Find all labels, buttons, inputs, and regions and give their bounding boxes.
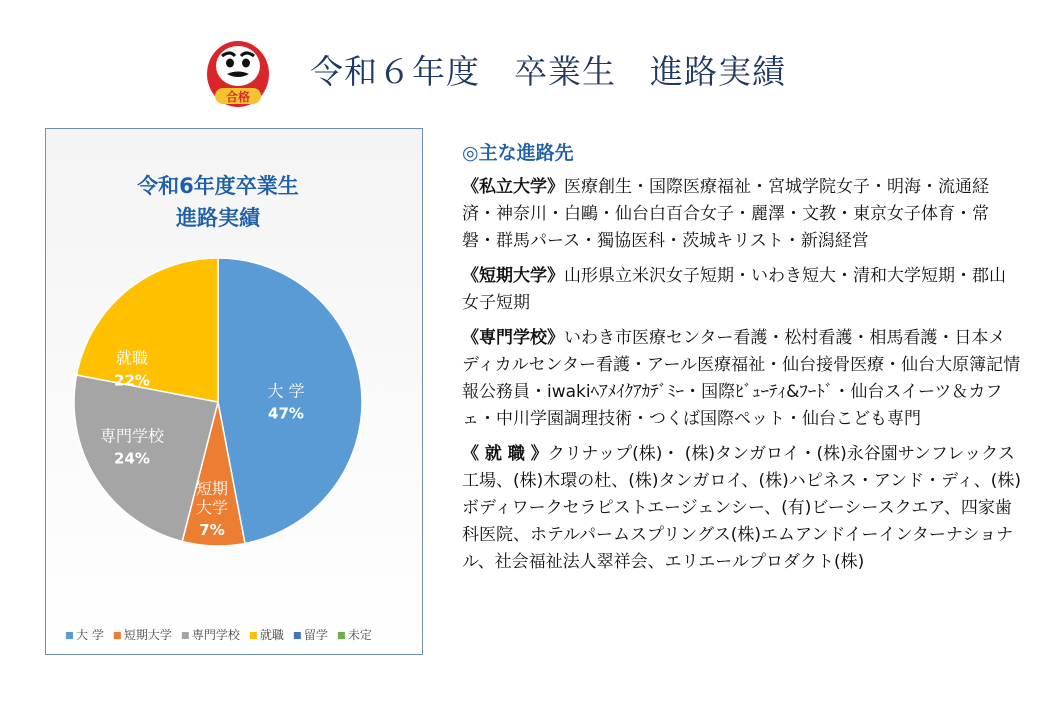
legend-swatch (114, 632, 121, 639)
chart-panel (45, 128, 423, 655)
legend-swatch (182, 632, 189, 639)
slice-label: 就職 (115, 348, 149, 368)
section-private-university (462, 174, 1022, 255)
section-label: 《 就 職 》 (462, 444, 548, 464)
section-employment (462, 441, 1022, 576)
legend-label: 短期大学 (123, 628, 172, 642)
slice-label: 大 学 (267, 381, 305, 401)
daruma-icon (205, 36, 271, 108)
slice-value-label: 7% (199, 521, 225, 539)
destinations-heading: ◎主な進路先 (462, 142, 574, 164)
slice-value-label: 22% (114, 371, 150, 390)
legend-label: 大 学 (76, 628, 104, 642)
legend-swatch (338, 632, 345, 639)
section-text: 医療創生・国際医療福祉・宮城学院女子・明海・流通経済・神奈川・白鷗・仙台白百合女子・麗澤・文教・東京女子体育・常磐・群馬パース・獨協医科・茨城キリスト・新潟経営 (462, 177, 989, 251)
section-text: クリナップ(株)・ (株)タンガロイ・(株)永谷園サンフレックス工場、(株)木環の杜、(株)タンガロイ、(株)ハピネス・アンド・ディ、(株) ボディワークセラピストエージェンシー、(有)ビーシースクエア、四家歯科医院、ホテルパームスプリングス(株)エムアンドイーインターナショナル、社会福祉法人翠祥会、エリエールプロダクト(株) (462, 444, 1021, 572)
slice-value-label: 47% (268, 404, 304, 423)
section-label: 《短期大学》 (462, 266, 564, 286)
section-vocational-school (462, 325, 1022, 433)
legend-swatch (294, 632, 301, 639)
legend-label: 就職 (259, 628, 284, 642)
legend-swatch (66, 632, 73, 639)
legend-label: 未定 (347, 628, 372, 642)
section-junior-college (462, 263, 1022, 317)
section-text: 山形県立米沢女子短期・いわき短大・清和大学短期・郡山女子短期 (462, 266, 1006, 313)
slice-label: 専門学校 (99, 426, 165, 446)
chart-title-line: 令和6年度卒業生 (137, 174, 299, 198)
legend-label: 留学 (303, 628, 328, 642)
slice-label: 大学 (195, 498, 229, 517)
slice-value-label: 24% (114, 449, 150, 468)
logo-badge-text: 合格 (225, 90, 251, 104)
legend-label: 専門学校 (191, 628, 240, 642)
pie-slice (218, 258, 362, 543)
section-text: いわき市医療センター看護・松村看護・相馬看護・日本メディカルセンター看護・アール医療福祉・仙台接骨医療・仙台大原簿記情報公務員・iwakiﾍｱﾒｲｸｱｶﾃﾞﾐｰ・国際ﾋﾞｭｰﾃｨ&ﾌｰﾄﾞ・仙台スイーツ＆カフェ・中川学園調理技術・つくば国際ペット・仙台こども専門 (462, 328, 1021, 429)
slice-label: 短期 (195, 479, 229, 498)
page-title: 令和６年度 卒業生 進路実績 (310, 52, 786, 91)
legend-swatch (250, 632, 257, 639)
chart-title-line: 進路実績 (176, 206, 260, 230)
section-label: 《専門学校》 (462, 328, 564, 348)
section-label: 《私立大学》 (462, 177, 564, 197)
destinations-panel (462, 138, 1022, 584)
pie-chart (46, 129, 424, 656)
